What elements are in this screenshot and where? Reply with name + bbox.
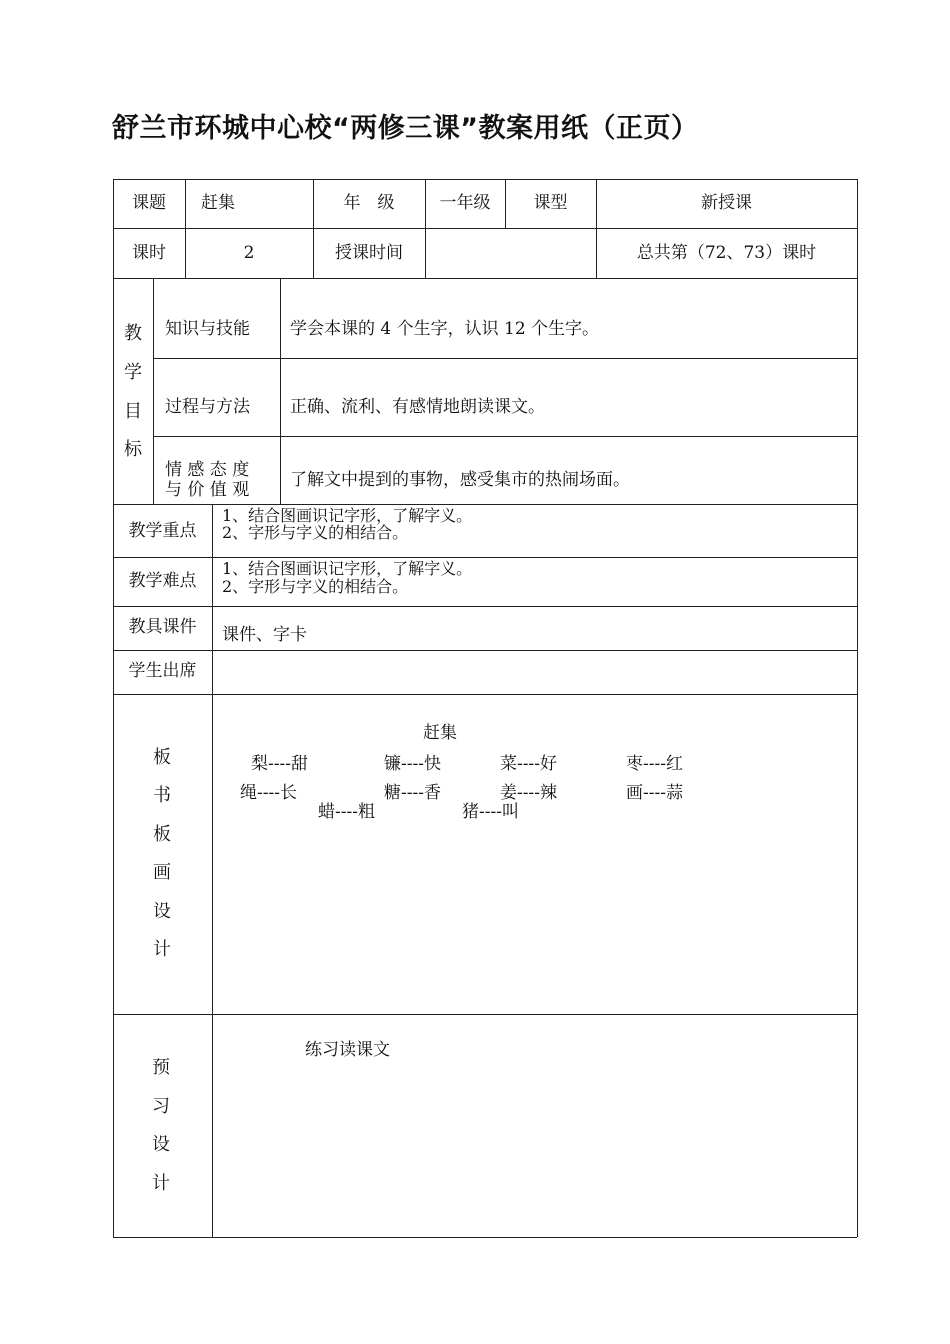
attitude-values-label-line2: 与 价 值 观 bbox=[165, 480, 250, 500]
process-methods-label: 过程与方法 bbox=[165, 397, 250, 417]
total-periods: 总共第（72、73）课时 bbox=[636, 243, 817, 263]
board-word-pair: 糖----香 bbox=[384, 783, 441, 803]
lesson-type-value: 新授课 bbox=[701, 193, 752, 213]
knowledge-skills-label: 知识与技能 bbox=[165, 319, 250, 339]
difficulty-1: 1、结合图画识记字形，了解字义。 bbox=[222, 559, 473, 578]
knowledge-skills-value: 学会本课的 4 个生字，认识 12 个生字。 bbox=[290, 319, 600, 339]
key-point-2: 2、字形与字义的相结合。 bbox=[222, 523, 409, 542]
process-methods-value: 正确、流利、有感情地朗读课文。 bbox=[290, 397, 545, 417]
preview-value: 练习读课文 bbox=[305, 1040, 390, 1060]
period-label: 课时 bbox=[132, 243, 166, 263]
board-word-pair: 菜----好 bbox=[500, 754, 557, 774]
difficulty-2: 2、字形与字义的相结合。 bbox=[222, 577, 409, 596]
board-word-pair: 梨----甜 bbox=[251, 754, 308, 774]
key-points-label: 教学重点 bbox=[128, 521, 197, 541]
attitude-values-value: 了解文中提到的事物，感受集市的热闹场面。 bbox=[290, 470, 630, 490]
attitude-values-label-line1: 情 感 态 度 bbox=[165, 460, 250, 480]
page-title: 舒兰市环城中心校“两修三课”教案用纸（正页） bbox=[112, 113, 699, 144]
board-heading: 赶集 bbox=[423, 723, 457, 743]
board-word-pair: 猪----叫 bbox=[462, 802, 519, 822]
board-word-pair: 枣----红 bbox=[626, 754, 683, 774]
materials-value: 课件、字卡 bbox=[222, 625, 307, 645]
difficulties-label: 教学难点 bbox=[128, 571, 197, 591]
topic-label: 课题 bbox=[132, 193, 166, 213]
board-word-pair: 绳----长 bbox=[240, 783, 297, 803]
attendance-label: 学生出席 bbox=[128, 661, 197, 681]
grade-value: 一年级 bbox=[439, 193, 491, 213]
key-point-1: 1、结合图画识记字形，了解字义。 bbox=[222, 506, 473, 525]
board-word-pair: 画----蒜 bbox=[626, 783, 683, 803]
board-word-pair: 蜡----粗 bbox=[318, 802, 375, 822]
grade-label: 年 级 bbox=[343, 193, 395, 213]
materials-label: 教具课件 bbox=[128, 617, 197, 637]
class-time-label: 授课时间 bbox=[335, 243, 403, 263]
board-word-pair: 镰----快 bbox=[384, 754, 441, 774]
period-value: 2 bbox=[243, 243, 255, 263]
lesson-type-label: 课型 bbox=[533, 193, 568, 213]
topic-value: 赶集 bbox=[201, 193, 235, 213]
board-word-pair: 姜----辣 bbox=[500, 783, 557, 803]
